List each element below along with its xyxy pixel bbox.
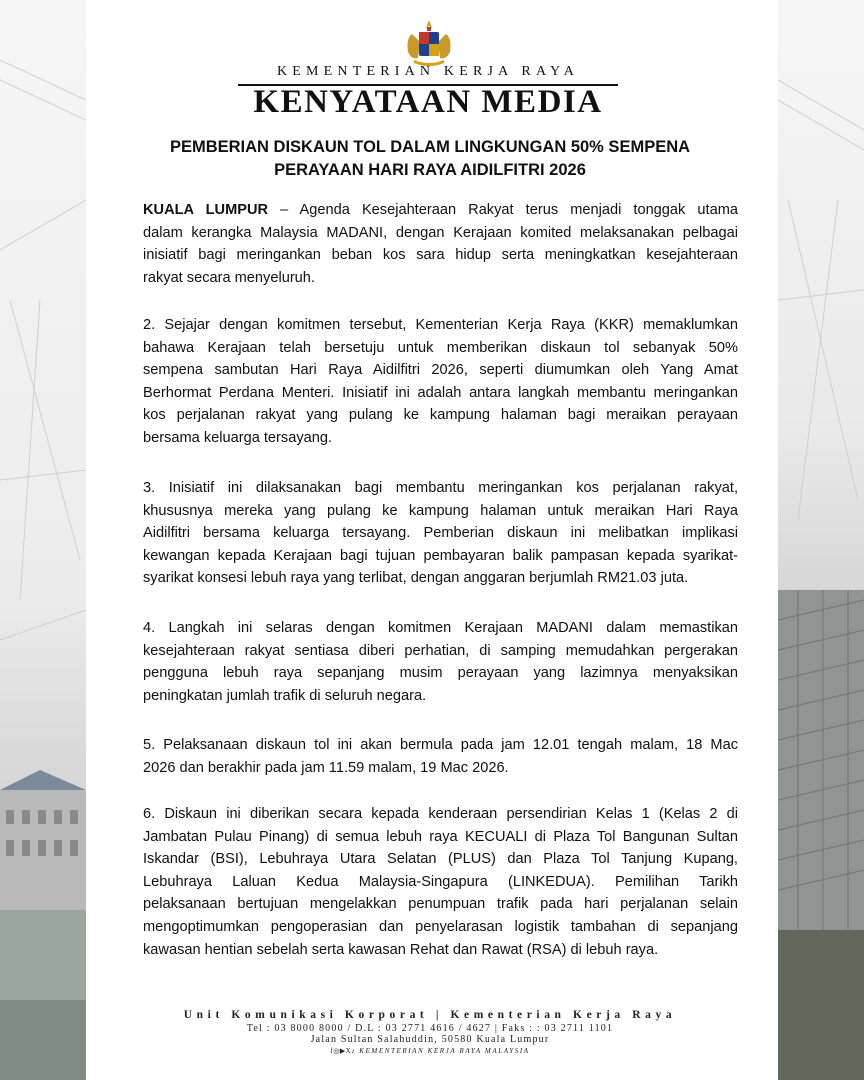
paragraph-line: sempena sambutan Hari Raya Aidilfitri 2026, seperti diumumkan oleh Yang Amat [143, 362, 738, 379]
title-line-2: PERAYAAN HARI RAYA AIDILFITRI 2026 [274, 161, 586, 179]
paragraph-line: KUALA LUMPUR – Agenda Kesejahteraan Rakyat terus menjadi tonggak utama [143, 202, 738, 218]
title-line-1: PEMBERIAN DISKAUN TOL DALAM LINGKUNGAN 50% SEMPENA [169, 138, 691, 156]
paragraph-4 [143, 617, 738, 707]
paragraph-line: 2026 dan berakhir pada jam 11.59 malam, 19 Mac 2026. [143, 759, 509, 776]
background-right-decoration [778, 0, 864, 1080]
paragraph-line: bahawa Kerajaan telah bersetuju untuk memberikan diskaun tol sebanyak 50% [143, 339, 738, 356]
paragraph-line: peningkatan jumlah trafik di seluruh negara. [143, 687, 427, 704]
paragraph-5 [143, 734, 738, 779]
background-left-decoration [0, 0, 86, 1080]
paragraph-line: bersama keluarga tersayang. [143, 429, 333, 446]
footer-unit: Unit Komunikasi Korporat | Kementerian Kerja Raya [183, 1009, 677, 1021]
paragraph-6 [143, 803, 738, 961]
paragraph-line: Berhormat Perdana Menteri. Inisiatif ini adalah antara langkah membantu meringankan [143, 384, 738, 401]
paragraph-line: Iskandar (BSI), Lebuhraya Utara Selatan (PLUS) dan Plaza Tol Tanjung Kupang, [143, 851, 738, 868]
paragraph-line: pelaksanaan bertujuan mengelakkan penumpuan trafik pada hari perjalanan selain [143, 896, 738, 913]
paragraph-line: kesejahteraan rakyat sentiasa diberi perhatian, di samping memudahkan pergerakan [143, 642, 738, 659]
paragraph-line: kewangan kepada Kerajaan bagi tujuan pembayaran balik pampasan kepada syarikat- [143, 547, 738, 564]
ministry-name: KEMENTERIAN KERJA RAYA [276, 64, 580, 79]
footer-address: Jalan Sultan Salahuddin, 50580 Kuala Lumpur [310, 1034, 550, 1045]
left-building-illustration [0, 0, 86, 1080]
paragraph-line: 5. Pelaksanaan diskaun tol ini akan bermula pada jam 12.01 tengah malam, 18 Mac [143, 737, 738, 753]
paragraph-3 [143, 477, 738, 590]
footer-social [140, 1045, 720, 1057]
press-release-heading: KENYATAAN MEDIA [253, 84, 603, 120]
paragraph-line: Lebuhraya Laluan Kedua Malaysia-Singapura (LINKEDUA). Pemilihan Tarikh [143, 873, 738, 890]
document-title [110, 136, 750, 182]
right-tower-illustration [778, 0, 864, 1080]
paragraph-1 [143, 199, 738, 289]
paragraph-line: syarikat konsesi lebuh raya yang terlibat, dengan anggaran berjumlah RM21.03 juta. [143, 570, 689, 587]
paragraph-line: 4. Langkah ini selaras dengan komitmen Kerajaan MADANI dalam memastikan [143, 620, 738, 636]
paragraph-line: 2. Sejajar dengan komitmen tersebut, Kementerian Kerja Raya (KKR) memaklumkan [143, 317, 738, 333]
paragraph-line: inisiatif bagi meringankan beban kos sara hidup serta meningkatkan kesejahteraan [143, 247, 738, 264]
paragraph-line: pengguna lebuh raya sepanjang musim perayaan yang lazimnya menyaksikan [143, 665, 738, 682]
social-media-icons: f◎▶X♪ [330, 1047, 356, 1055]
social-handle: KEMENTERIAN KERJA RAYA MALAYSIA [359, 1047, 530, 1055]
paragraph-line: khususnya mereka yang pulang ke kampung halaman untuk meraikan Hari Raya [143, 502, 738, 519]
paragraph-line: Jambatan Pulau Pinang) di semua lebuh raya KECUALI di Plaza Tol Bangunan Sultan [143, 828, 738, 845]
dateline-place: KUALA LUMPUR [143, 202, 269, 218]
paragraph-line: 3. Inisiatif ini dilaksanakan bagi membantu meringankan kos perjalanan rakyat, [143, 480, 738, 496]
paragraph-line: 6. Diskaun ini diberikan secara kepada kenderaan persendirian Kelas 1 (Kelas 2 di [143, 806, 738, 822]
paragraph-line: Aidilfitri bersama keluarga tersayang. Pemberian diskaun ini melibatkan implikasi [143, 525, 738, 542]
paragraph-line: rakyat secara menyeluruh. [143, 269, 315, 286]
paragraph-line: dalam kerangka Malaysia MADANI, dengan Kerajaan komited melaksanakan pelbagai [143, 224, 738, 241]
paragraph-line: kawasan hentian sebelah serta kawasan Rehat dan Rawat (RSA) di lebuh raya. [143, 941, 659, 958]
paragraph-line: kos perjalanan rakyat yang pulang ke kampung halaman bagi meraikan perayaan [143, 407, 738, 424]
coat-of-arms-icon [398, 18, 460, 68]
paragraph-2 [143, 314, 738, 450]
paragraph-line: mengoptimumkan pengoperasian dan penyelarasan logistik tambahan di sepanjang [143, 918, 738, 935]
footer-contact: Tel : 03 8000 8000 / D.L : 03 2771 4616 / 4627 | Faks : : 03 2711 1101 [246, 1023, 614, 1034]
footer [140, 1008, 720, 1057]
